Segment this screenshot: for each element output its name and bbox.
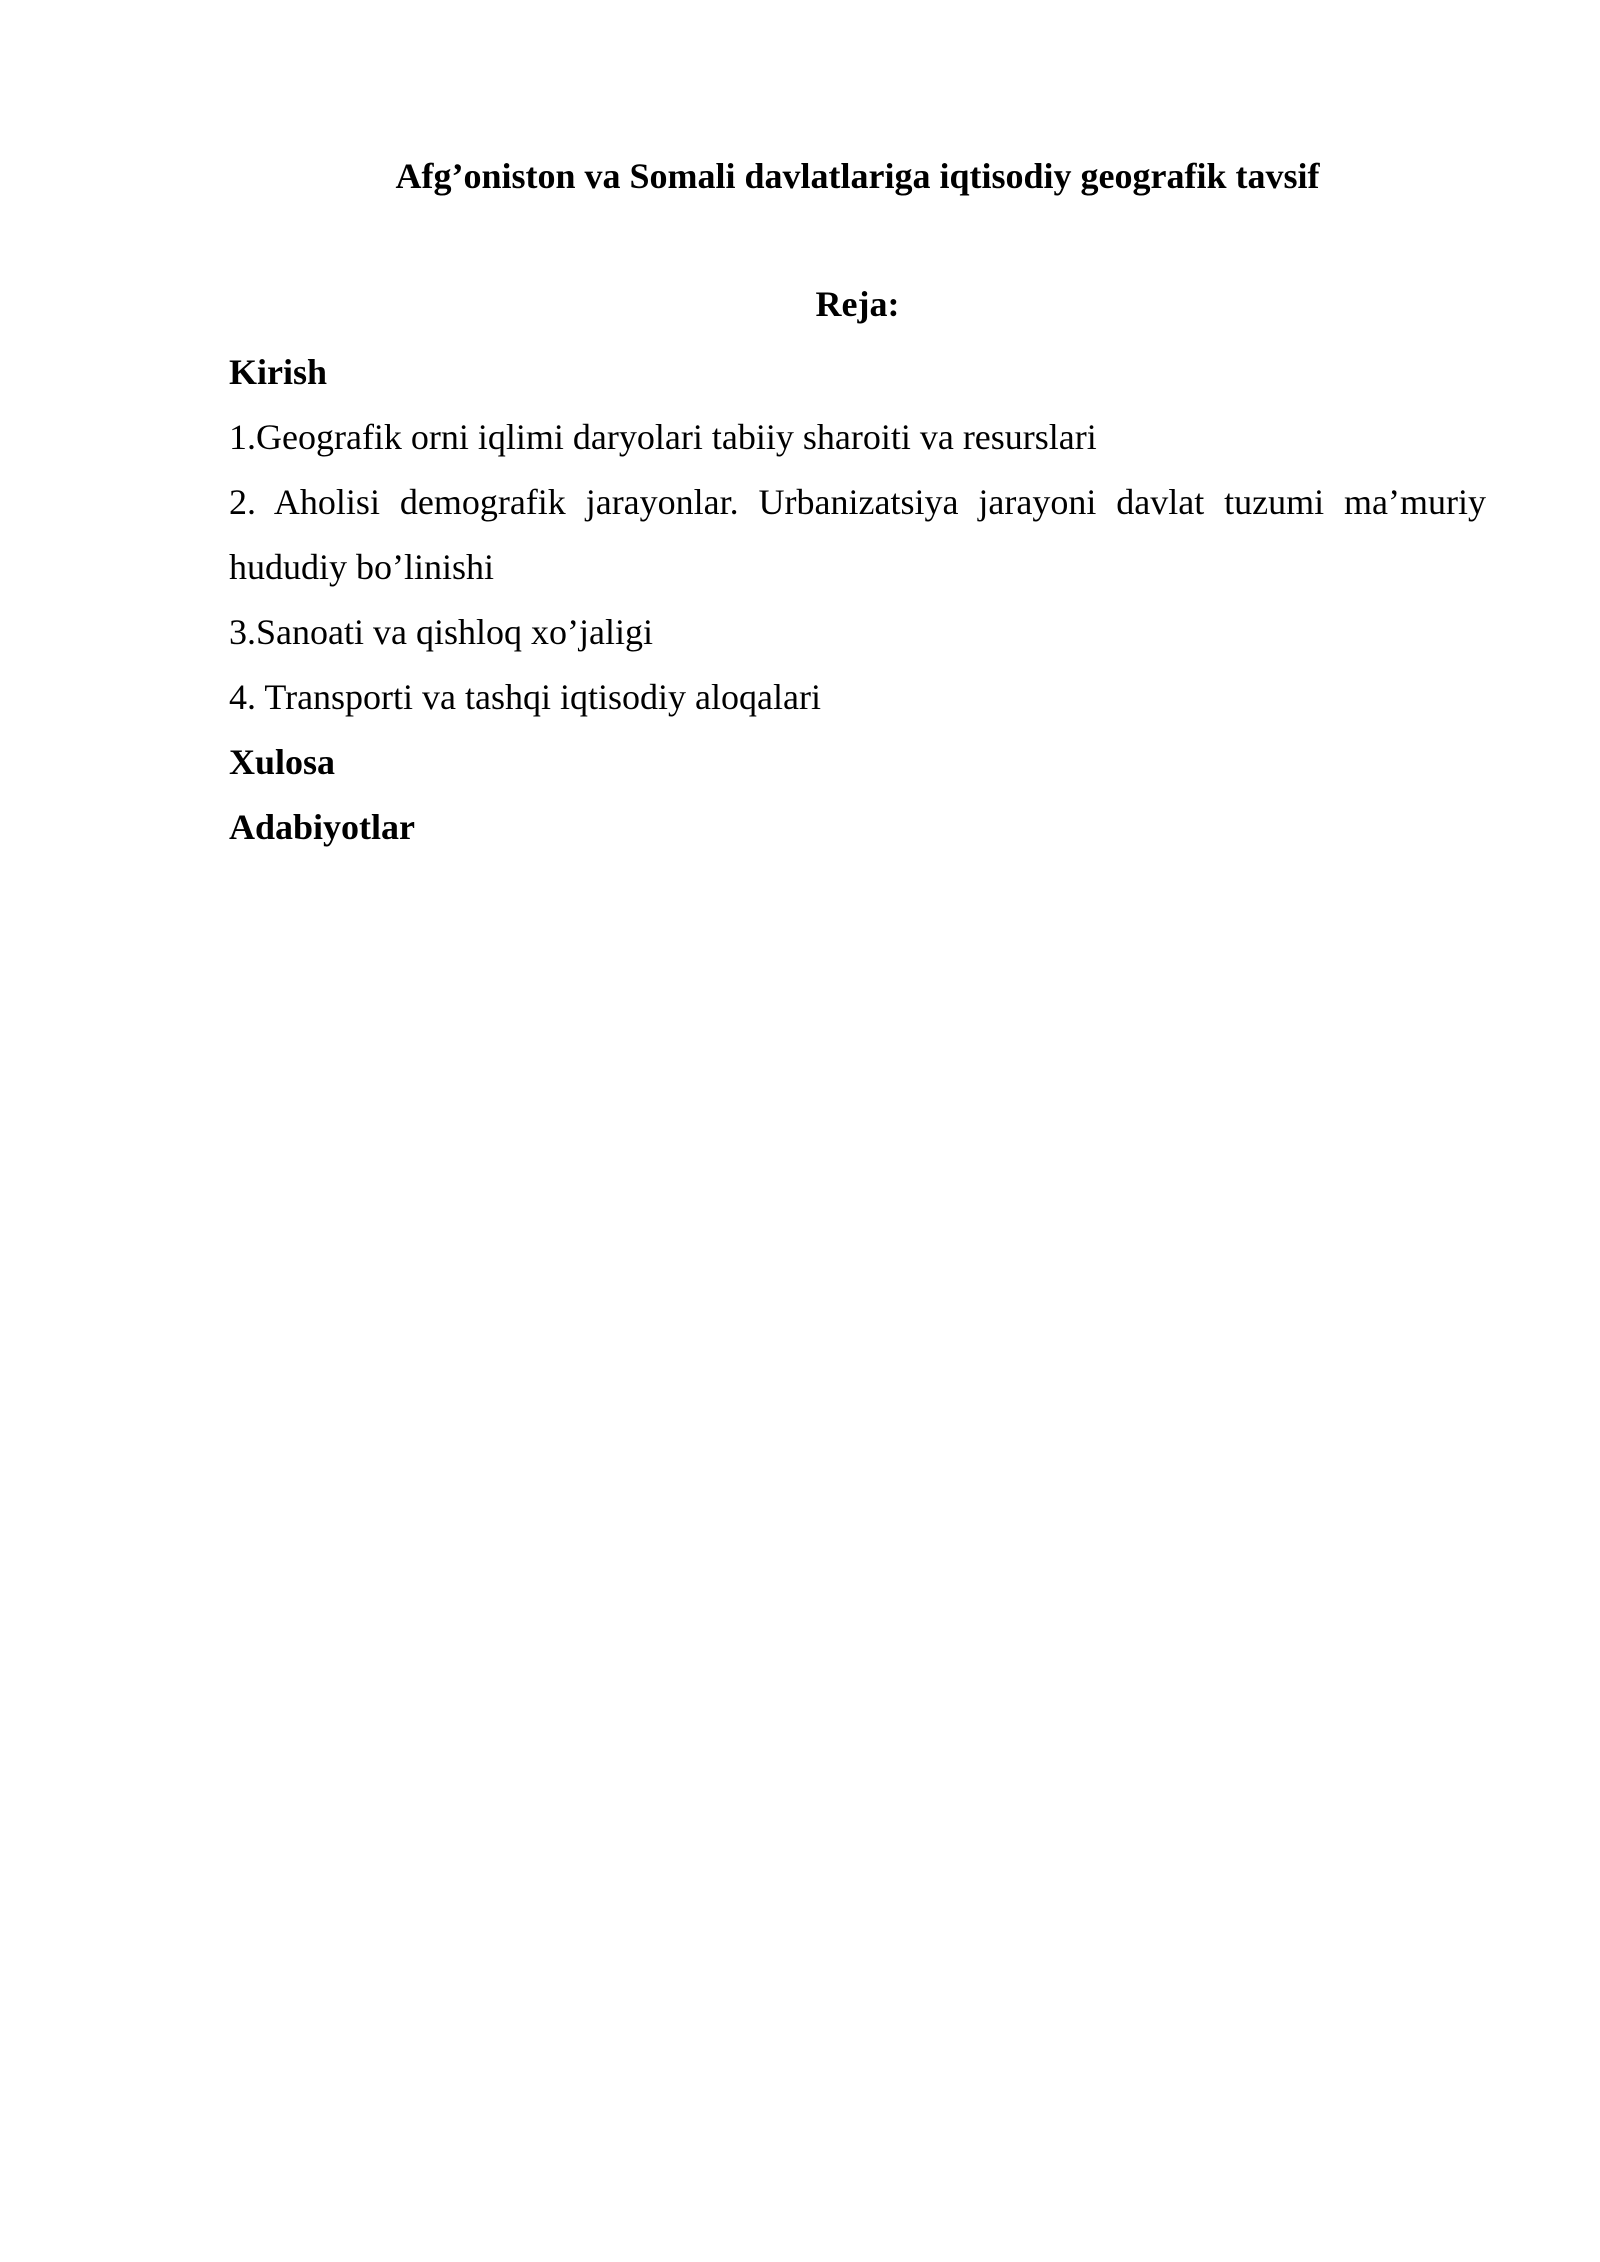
section-conclusion: Xulosa	[229, 742, 336, 782]
plan-heading: Reja:	[815, 284, 900, 324]
plan-item-3: 3.Sanoati va qishloq xo’jaligi	[229, 612, 653, 652]
document-title: Afg’oniston va Somali davlatlariga iqtisodiy geografik tavsif	[395, 156, 1320, 196]
plan-item-4: 4. Transporti va tashqi iqtisodiy aloqalari	[229, 677, 821, 717]
plan-item-2: 2. Aholisi demografik jarayonlar. Urbanizatsiya jarayoni davlat tuzumi ma’muriy hududiy bo’linishi	[229, 482, 1486, 587]
plan-item-1: 1.Geografik orni iqlimi daryolari tabiiy sharoiti va resurslari	[229, 417, 1097, 457]
section-references: Adabiyotlar	[229, 807, 416, 847]
section-intro: Kirish	[229, 352, 328, 392]
page-content	[229, 148, 1486, 860]
